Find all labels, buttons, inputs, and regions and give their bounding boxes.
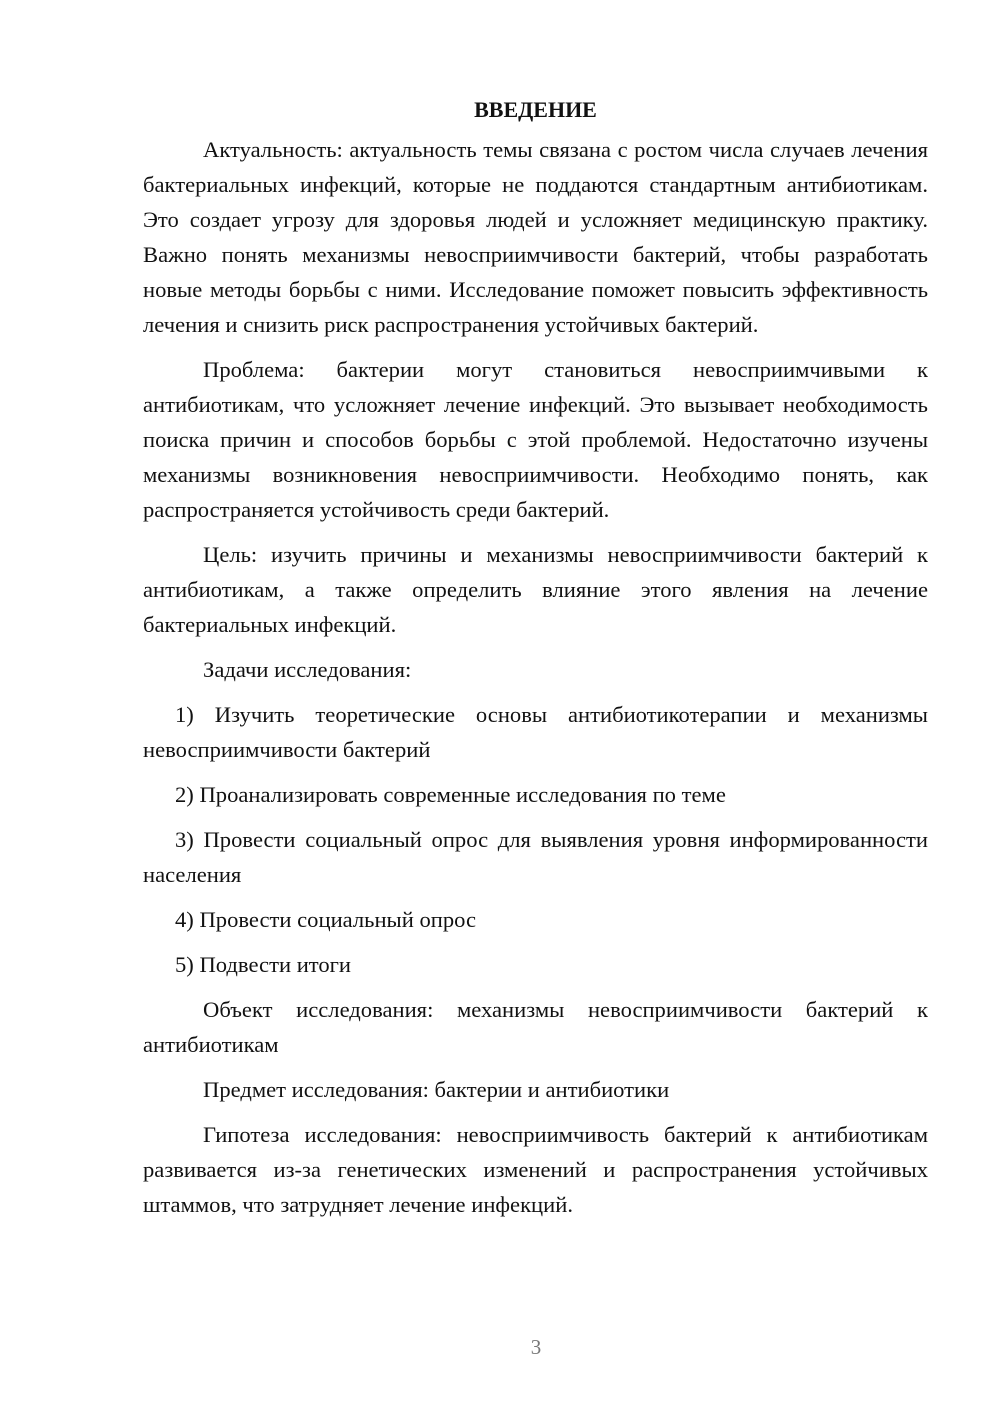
relevance-paragraph: Актуальность: актуальность темы связана с ростом числа случаев лечения бактериальных инфекций, которые не поддаются стандартным антибиотикам. Это создает угрозу для здоровья людей и усложняет медицинскую практику. Важно понять механизмы невосприимчивости бактерий, чтобы разработать новые методы борьбы с ними. Исследование поможет повысить эффективность лечения и снизить риск распространения устойчивых бактерий. [143,137,928,337]
task-item-5: 5) Подвести итоги [175,952,352,977]
page-number: 3 [530,1335,542,1359]
task-item-3: 3) Провести социальный опрос для выявления уровня информированности населения [143,827,928,887]
tasks-title: Задачи исследования: [203,657,412,682]
object-paragraph: Объект исследования: механизмы невосприимчивости бактерий к антибиотикам [143,997,928,1057]
task-item-1: 1) Изучить теоретические основы антибиотикотерапии и механизмы невосприимчивости бактерий [143,702,928,762]
section-heading: ВВЕДЕНИЕ [474,97,597,122]
task-item-4: 4) Провести социальный опрос [175,907,477,932]
task-item-2: 2) Проанализировать современные исследования по теме [175,782,726,807]
document-page [143,92,928,1222]
problem-paragraph: Проблема: бактерии могут становиться невосприимчивыми к антибиотикам, что усложняет лечение инфекций. Это вызывает необходимость поиска причин и способов борьбы с этой проблемой. Недостаточно изучены механизмы возникновения невосприимчивости. Необходимо понять, как распространяется устойчивость среди бактерий. [143,357,928,522]
hypothesis-paragraph: Гипотеза исследования: невосприимчивость бактерий к антибиотикам развивается из-за генетических изменений и распространения устойчивых штаммов, что затрудняет лечение инфекций. [143,1122,928,1217]
goal-paragraph: Цель: изучить причины и механизмы невосприимчивости бактерий к антибиотикам, а также определить влияние этого явления на лечение бактериальных инфекций. [143,542,928,637]
subject-paragraph: Предмет исследования: бактерии и антибиотики [203,1077,670,1102]
